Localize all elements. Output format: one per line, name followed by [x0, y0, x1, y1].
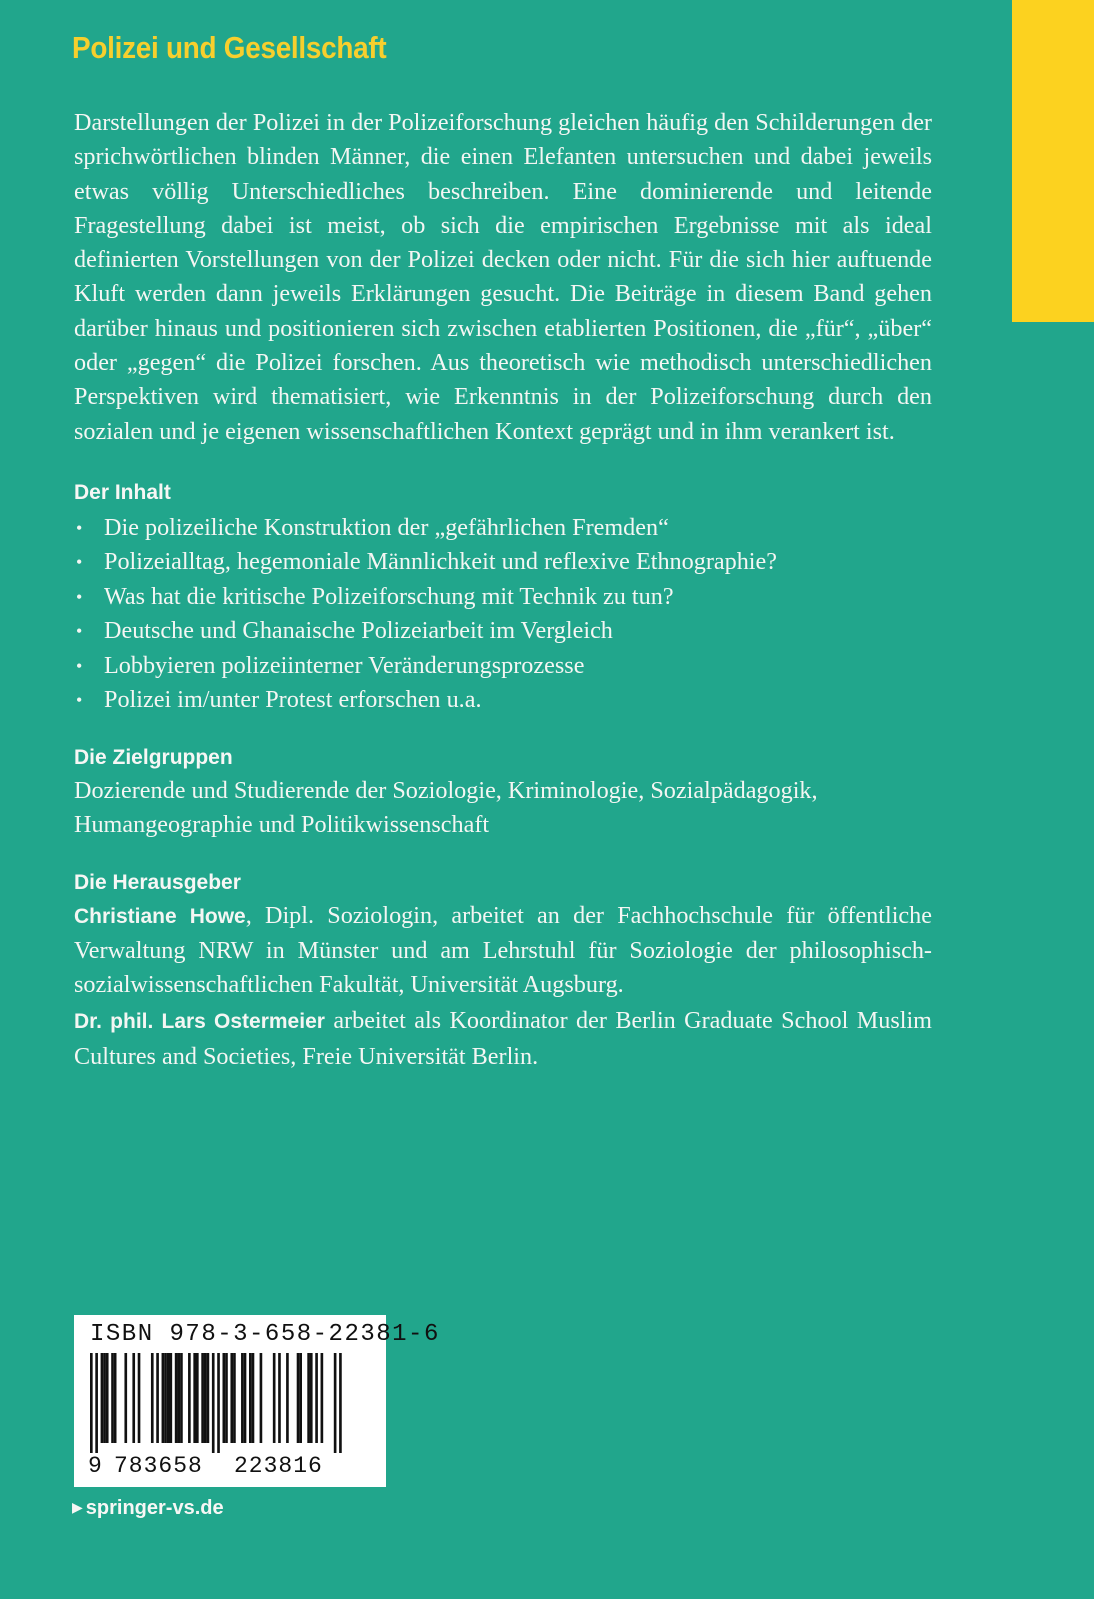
intro-paragraph: Darstellungen der Polizei in der Polizeiforschung gleichen häufig den Schilderungen der sprichwörtlichen blinden Männer, die einen Elefanten untersuchen und dabei jeweils etwas völlig Unterschiedliches beschreiben. Eine dominierende und leitende Fragestellung dabei ist meist, ob sich die empirischen Ergebnisse mit als ideal definierten Vorstellungen von der Polizei decken oder nicht. Für die sich hier auftuende Kluft werden dann jeweils Erklärungen gesucht. Die Beiträge in diesem Band gehen darüber hinaus und positionieren sich zwischen etablierten Positionen, die „für“, „über“ oder „gegen“ die Polizei forschen. Aus theoretisch wie methodisch unterschiedlichen Perspektiven wird thematisiert, wie Erkenntnis in der Polizeiforschung durch den sozialen und je eigenen wissenschaftlichen Kontext geprägt und in ihm verankert ist.	[74, 109, 932, 445]
barcode-bar	[249, 1353, 252, 1443]
editor-2-bio	[74, 1004, 932, 1074]
barcode-bar	[151, 1353, 154, 1443]
barcode-bar	[111, 1353, 114, 1443]
barcode-bar	[201, 1353, 204, 1443]
bullet-icon: •	[76, 655, 83, 676]
zielgruppen-text: Dozierende und Studierende der Soziologie, Kriminologie, Sozialpädagogik, Humangeographie und Politikwissenschaft	[74, 776, 818, 839]
inhalt-heading: Der Inhalt	[74, 480, 171, 504]
barcode-bar	[114, 1353, 117, 1443]
barcode-bar	[95, 1353, 98, 1453]
barcode-bar	[310, 1353, 313, 1443]
editor-1-name: Christiane Howe	[74, 904, 246, 928]
barcode-bar	[138, 1353, 141, 1443]
barcode-bar	[307, 1353, 310, 1443]
publisher-link[interactable]	[72, 1497, 224, 1520]
barcode-digit-first: 9	[88, 1453, 102, 1479]
barcode-bar	[170, 1353, 173, 1443]
barcode-bar	[180, 1353, 183, 1443]
barcode-bar	[244, 1353, 247, 1443]
barcode-bar	[223, 1353, 226, 1443]
yellow-accent-tab	[1012, 0, 1094, 322]
list-item: • Polizeialltag, hegemoniale Männlichkeit und reflexive Ethnographie?	[74, 545, 932, 580]
herausgeber-heading: Die Herausgeber	[74, 870, 241, 894]
barcode-bar	[132, 1353, 135, 1443]
barcode-bar	[175, 1353, 178, 1443]
barcode-bar	[217, 1353, 220, 1453]
barcode-bar	[260, 1353, 263, 1443]
back-cover-content	[74, 106, 932, 1074]
barcode-bar	[90, 1353, 93, 1453]
barcode-bar	[315, 1353, 318, 1443]
barcode-bar	[278, 1353, 281, 1443]
publisher-url[interactable]: springer-vs.de	[85, 1497, 224, 1519]
barcode-bar	[156, 1353, 159, 1443]
barcode-digits-left: 783658	[114, 1453, 203, 1479]
bullet-icon: •	[76, 621, 83, 642]
barcode-bar	[207, 1353, 210, 1443]
barcode-bar	[225, 1353, 228, 1443]
isbn-barcode-box	[74, 1315, 440, 1487]
series-title: Polizei und Gesellschaft	[72, 30, 387, 65]
play-triangle-icon: ▶	[72, 1499, 83, 1515]
barcode-bar	[162, 1353, 165, 1443]
list-item: • Lobbyieren polizeiinterner Veränderungsprozesse	[74, 649, 932, 684]
barcode-bar	[339, 1353, 342, 1453]
bullet-icon: •	[76, 690, 83, 711]
barcode-bar	[188, 1353, 191, 1443]
barcode-bar	[241, 1353, 244, 1443]
list-item: • Deutsche und Ghanaische Polizeiarbeit im Vergleich	[74, 614, 932, 649]
barcode-bar	[196, 1353, 199, 1443]
barcode-bar	[297, 1353, 300, 1443]
barcode-bar	[299, 1353, 302, 1443]
barcode-bar	[164, 1353, 167, 1443]
inhalt-list	[74, 511, 932, 718]
barcode-bar	[101, 1353, 104, 1443]
barcode-bar	[230, 1353, 233, 1443]
zielgruppen-heading: Die Zielgruppen	[74, 745, 233, 769]
barcode-bar	[334, 1353, 337, 1453]
isbn-label: ISBN 978-3-658-22381-6	[90, 1321, 440, 1348]
barcode-bar	[124, 1353, 127, 1443]
barcode-bar	[177, 1353, 180, 1443]
editor-1-text: , Dipl. Soziologin, arbeitet an der Fachhochschule für öffentliche Verwaltung NRW in Münster und am Lehrstuhl für Soziologie der philosophisch-sozialwissenschaftlichen Fakultät, Universität Augsburg.	[74, 901, 932, 999]
editor-1-bio	[74, 899, 932, 1003]
list-item: • Was hat die kritische Polizeiforschung mit Technik zu tun?	[74, 580, 932, 615]
barcode-graphic	[90, 1353, 372, 1453]
barcode-bar	[212, 1353, 215, 1453]
barcode-digits-right: 223816	[234, 1453, 323, 1479]
editor-2-text: arbeitet als Koordinator der Berlin Graduate School Muslim Cultures and Societies, Freie Universität Berlin.	[74, 1007, 932, 1070]
barcode-bar	[106, 1353, 109, 1443]
bullet-icon: •	[76, 552, 83, 573]
bullet-icon: •	[76, 517, 83, 538]
barcode-bar	[273, 1353, 276, 1443]
barcode-bar	[103, 1353, 106, 1443]
barcode-bar	[193, 1353, 196, 1443]
editor-2-name: Dr. phil. Lars Ostermeier	[74, 1010, 325, 1034]
bullet-icon: •	[76, 586, 83, 607]
barcode-bar	[252, 1353, 255, 1443]
barcode-bar	[204, 1353, 207, 1443]
list-item: • Die polizeiliche Konstruktion der „gefährlichen Fremden“	[74, 511, 932, 546]
list-item: • Polizei im/unter Protest erforschen u.a.	[74, 683, 932, 718]
barcode-bar	[167, 1353, 170, 1443]
barcode-bar	[286, 1353, 289, 1443]
barcode-bar	[321, 1353, 324, 1443]
barcode-bar	[233, 1353, 236, 1443]
